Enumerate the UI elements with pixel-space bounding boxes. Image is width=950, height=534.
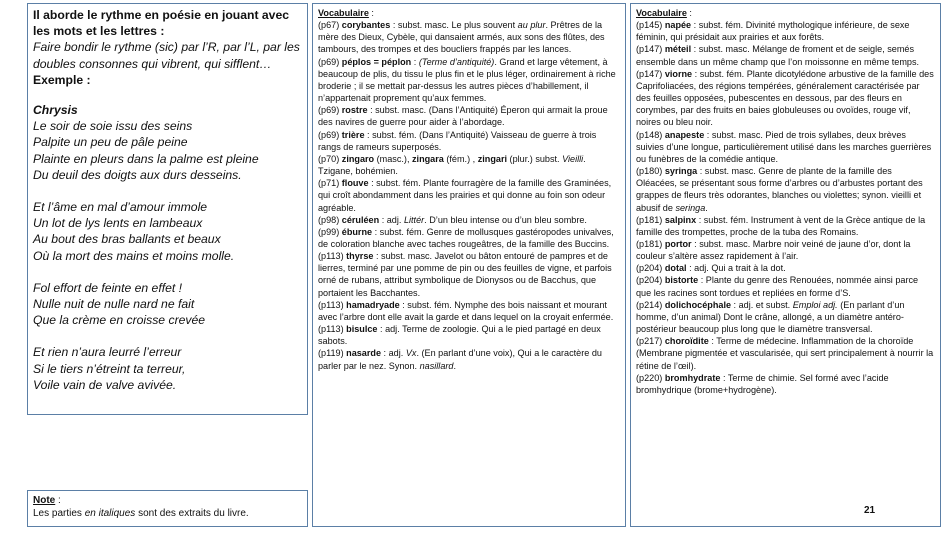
entry-term: hamadryade	[346, 299, 400, 310]
entry-ref: (p113)	[318, 299, 347, 310]
entry-definition: :	[411, 56, 419, 67]
entry-ref: (p119)	[318, 348, 347, 359]
entry-term: zingari	[477, 153, 508, 164]
vocabulary-entry	[636, 214, 935, 238]
entry-definition: : Plante du genre des Renouées, nommée ainsi parce que les racines sont tordues et repliées en forme d’S.	[636, 275, 919, 298]
entry-italic: seringa	[675, 202, 706, 213]
vocabulary-entry	[318, 129, 620, 153]
vocabulary-entry	[636, 238, 935, 262]
entry-ref: (p69)	[318, 129, 342, 140]
entry-term: bistorte	[664, 275, 699, 286]
entry-term: thyrse	[346, 251, 374, 262]
entry-italic: Littér	[403, 214, 425, 225]
entry-ref: (p98)	[318, 214, 342, 225]
entry-term: zingara	[412, 153, 444, 164]
entry-italic: (Terme d’antiquité)	[418, 56, 495, 67]
entry-term: napée	[664, 20, 692, 31]
entry-ref: (p148)	[636, 129, 665, 140]
poem-stanza	[33, 280, 302, 329]
entry-definition: : adj.	[381, 348, 406, 359]
poem-stanza	[33, 344, 302, 393]
entry-definition: : subst. masc. (Dans l’Antiquité) Éperon qui armait la proue des navires de guerre pour aider à l’abordage.	[318, 105, 608, 128]
entry-term: bromhydrate	[664, 372, 721, 383]
poem-title: Chrysis	[33, 103, 78, 118]
entry-ref: (p69)	[318, 56, 342, 67]
vocabulary-entry	[318, 226, 620, 250]
entry-definition: : subst. fém. Plante fourragère de la famille des Graminées, qui croît abondamment dans les prairies et qui donne au foin son odeur agréable.	[318, 178, 612, 213]
entry-definition: : Terme de chimie. Sel formé avec l’acide bromhydrique (brome+hydrogène).	[636, 372, 889, 395]
entry-ref: (p204)	[636, 275, 665, 286]
note-text	[33, 507, 302, 520]
entry-italic: Vieilli	[562, 153, 584, 164]
entry-ref: (p180)	[636, 166, 665, 177]
entry-definition: . D’un bleu intense ou d’un bleu sombre.	[424, 214, 587, 225]
vocabulary-entry	[318, 250, 620, 299]
poem-line: Où la mort des mains et moins molle.	[33, 248, 235, 263]
entry-definition: : subst. masc. Mélange de froment et de seigle, semés ensemble dans un même champ que l’on moissonne en même temps.	[636, 44, 920, 67]
vocabulary-entry	[636, 335, 935, 371]
note-panel	[27, 490, 308, 527]
poem-panel	[27, 3, 308, 415]
entry-ref: (p69)	[318, 105, 342, 116]
entry-term: méteil	[664, 44, 692, 55]
entry-definition: : subst. masc. Javelot ou bâton entouré de pampres et de lierres, terminé par une pomme de pin ou des feuilles de vigne, et parfois orné de rubans, attribut symbolique de Dionysos ou de Bacchus, que portaient les Bacchantes.	[318, 251, 612, 298]
vocabulary-entry	[636, 165, 935, 214]
entry-definition: : Terme de médecine. Inflammation de la choroïde (Membrane pigmentée et vascularisée, qui sert principalement à nourrir la rétine de l’œil).	[636, 336, 934, 371]
entry-definition: (masc.),	[374, 153, 412, 164]
vocabulary-title-suffix: :	[368, 8, 374, 18]
entry-term: nasarde	[346, 348, 382, 359]
note-title: Note	[33, 495, 56, 506]
vocabulary-entry	[318, 347, 620, 371]
note-text-italic: en italiques	[84, 508, 136, 519]
entry-ref: (p70)	[318, 153, 342, 164]
entry-definition: : subst. masc. Genre de plante de la famille des Oléacées, se présentant sous forme d’arbres ou d’arbustes portant des grappes de fleurs très odorantes, blanches ou violettes; synon. vieilli et abusif de	[636, 166, 923, 213]
entry-ref: (p217)	[636, 336, 665, 347]
entry-term: péplos = péplon	[341, 56, 412, 67]
poem-line: Voile vain de valve avivée.	[33, 377, 177, 392]
entry-definition: : adj. Qui a trait à la dot.	[686, 263, 786, 274]
vocabulary-panel-2	[630, 3, 941, 527]
poem-stanzas	[33, 118, 302, 393]
poem-line: Au bout des bras ballants et beaux	[33, 232, 221, 247]
entry-term: flouve	[341, 178, 369, 189]
entry-term: anapeste	[664, 129, 705, 140]
entry-definition: (fém.) ,	[443, 153, 478, 164]
poem-line: Plainte en pleurs dans la palme est pleine	[33, 151, 259, 166]
vocabulary-list	[318, 19, 620, 372]
entry-definition: . Grand et large vêtement, à beaucoup de plis, du tissu le plus fin et le plus léger, ordinairement à riche broderie ; il se mettait par-dessus les autres pièces d’habillement, il n’appartenait proprement qu’aux femmes.	[318, 56, 616, 104]
entry-ref: (p147)	[636, 68, 665, 79]
vocabulary-entry	[318, 214, 620, 226]
entry-definition: . Tzigane, bohémien.	[318, 153, 586, 177]
vocabulary-entry	[318, 323, 620, 347]
vocabulary-entry	[636, 262, 935, 274]
vocabulary-entry	[636, 299, 935, 335]
entry-definition: (plur.) subst.	[507, 153, 563, 164]
vocabulary-entry	[636, 19, 935, 43]
entry-ref: (p214)	[636, 299, 665, 310]
vocabulary-entry	[318, 177, 620, 213]
entry-definition: . Prêtres de la mère des Dieux, Cybèle, qui dansaient armés, aux sons des flûtes, des tambours, des trompes et des boucliers frappés par les lances.	[318, 20, 605, 55]
entry-term: viorne	[664, 68, 693, 79]
vocabulary-entry	[636, 274, 935, 298]
entry-definition: : subst. masc. Marbre noir veiné de jaune d’or, dont la couleur s’altère assez rapidement à l’air.	[636, 238, 911, 262]
entry-ref: (p145)	[636, 20, 665, 31]
entry-italic: nasillard	[419, 360, 454, 371]
example-label: Exemple :	[33, 72, 91, 87]
entry-term: portor	[664, 238, 692, 249]
entry-ref: (p204)	[636, 263, 665, 274]
poem-line: Palpite un peu de pâle peine	[33, 135, 188, 150]
poem-line: Un lot de lys lents en lambeaux	[33, 216, 203, 231]
vocabulary-entry	[636, 43, 935, 67]
vocabulary-entry	[318, 19, 620, 55]
entry-ref: (p99)	[318, 226, 342, 237]
entry-term: dolichocéphale	[664, 299, 732, 310]
vocabulary-entry	[636, 372, 935, 396]
poem-line: Nulle nuit de nulle nard ne fait	[33, 297, 195, 312]
entry-term: trière	[341, 129, 365, 140]
entry-definition: .	[705, 202, 708, 213]
poem-stanza	[33, 199, 302, 264]
entry-definition: . (En parlant d’une voix), Qui a le caractère du parler par le nez. Synon.	[318, 348, 602, 371]
poem-line: Et l’âme en mal d’amour immole	[33, 200, 208, 215]
note-text-part: Les parties	[33, 508, 85, 519]
poem-line: Que la crème en croisse crevée	[33, 313, 206, 328]
entry-ref: (p113)	[318, 251, 347, 262]
note-text-part: sont des extraits du livre.	[135, 508, 249, 519]
entry-definition: : subst. fém. Nymphe des bois naissant et mourant avec l’arbre dont elle avait la garde et dans lequel on la croyait enfermée.	[318, 299, 614, 322]
page-number: 21	[864, 505, 876, 516]
poem-intro: Il aborde le rythme en poésie en jouant avec les mots et les lettres :	[33, 8, 290, 39]
entry-ref: (p113)	[318, 324, 347, 335]
note-title-suffix: :	[55, 495, 61, 506]
entry-italic: Emploi adj.	[792, 299, 838, 310]
vocabulary-title: Vocabulaire	[318, 8, 369, 18]
entry-term: choroïdite	[664, 336, 709, 347]
entry-term: bisulce	[346, 324, 378, 335]
entry-term: syringa	[664, 166, 698, 177]
poem-line: Si le tiers n’étreint ta terreur,	[33, 361, 186, 376]
entry-term: dotal	[664, 263, 687, 274]
entry-ref: (p181)	[636, 214, 665, 225]
vocabulary-entry	[318, 299, 620, 323]
vocabulary-entry	[636, 68, 935, 129]
poem-line: Le soir de soie issu des seins	[33, 119, 193, 134]
entry-term: éburne	[341, 226, 373, 237]
entry-ref: (p181)	[636, 238, 665, 249]
entry-italic: au plur	[517, 20, 546, 31]
entry-term: zingaro	[341, 153, 375, 164]
entry-definition: : adj. Terme de zoologie. Qui a le pied partagé en deux sabots.	[318, 324, 601, 347]
entry-term: rostre	[341, 105, 368, 116]
entry-term: salpinx	[664, 214, 697, 225]
entry-definition: (En parlant d’un homme, d’un animal) Dont le crâne, allongé, a un diamètre antéro-postérieur beaucoup plus long que le diamètre transversal.	[636, 299, 905, 335]
vocabulary-entry	[318, 56, 620, 105]
entry-ref: (p67)	[318, 20, 342, 31]
entry-ref: (p71)	[318, 178, 342, 189]
vocabulary-entry	[318, 104, 620, 128]
vocabulary-title: Vocabulaire	[636, 8, 687, 18]
entry-definition: : subst. fém. Divinité mythologique inférieure, de sexe féminin, qui présidait aux prairies et aux forêts.	[636, 20, 910, 43]
poem-intro-quote: Faire bondir le rythme (sic) par l’R, par l’L, par les doubles consonnes qui vibrent, qui sifflent…	[33, 40, 300, 71]
poem-stanza	[33, 118, 302, 183]
poem-line: Et rien n’aura leurré l’erreur	[33, 345, 182, 360]
entry-definition: : subst. fém. Plante dicotylédone arbustive de la famille des Caprifoliacées, des régions tempérées, généralement caractérisée par des feuilles opposées, pubescentes en dessous, par des fleurs en corymbes, par des fruits en baies globuleuses ou ovoïdes, rouge vif, noires ou bleu noir.	[636, 68, 934, 128]
entry-definition: : subst. masc. Le plus souvent	[390, 20, 518, 31]
vocabulary-title-suffix: :	[686, 8, 692, 18]
vocabulary-panel-1	[312, 3, 626, 527]
entry-term: corybantes	[341, 20, 391, 31]
entry-definition: : subst. fém. Instrument à vent de la Grèce antique de la famille des trompettes, proche de la tuba des Romains.	[636, 214, 926, 237]
entry-definition: : subst. fém. (Dans l’Antiquité) Vaisseau de guerre à trois rangs de rameurs superposés.	[318, 129, 597, 152]
poem-line: Fol effort de feinte en effet !	[33, 280, 183, 295]
vocabulary-list	[636, 19, 935, 396]
entry-italic: Vx	[405, 348, 417, 359]
entry-term: céruléen	[341, 214, 380, 225]
vocabulary-entry	[636, 129, 935, 165]
entry-definition: : adj. et subst.	[731, 299, 793, 310]
entry-definition: : adj.	[379, 214, 404, 225]
entry-definition: : subst. masc. Pied de trois syllabes, deux brèves suivies d’une longue, particulièrement utilisé dans les marches guerrières ou funèbres de la comédie antique.	[636, 129, 932, 164]
entry-ref: (p147)	[636, 44, 665, 55]
entry-definition: .	[453, 360, 457, 371]
vocabulary-entry	[318, 153, 620, 177]
entry-definition: : subst. fém. Genre de mollusques gastéropodes univalves, de coloration blanche avec taches rougeâtres, de la famille des Buccins.	[318, 226, 614, 249]
poem-line: Du deuil des doigts aux durs desseins.	[33, 167, 242, 182]
entry-ref: (p220)	[636, 372, 665, 383]
